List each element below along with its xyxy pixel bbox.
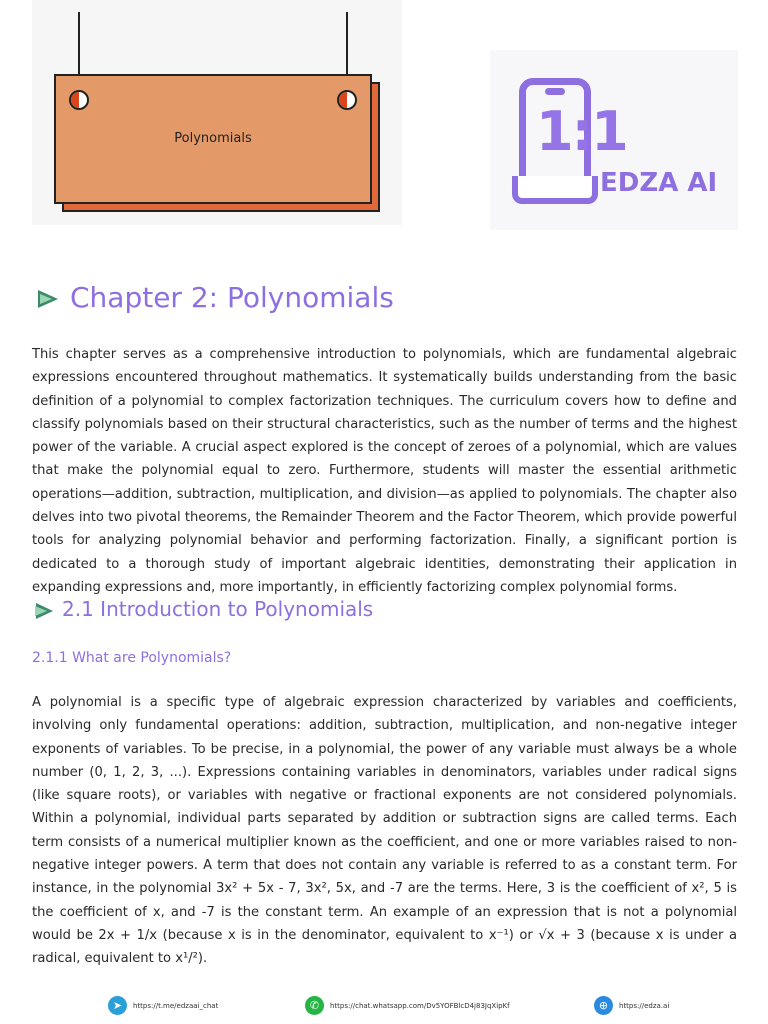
chapter-heading: Chapter 2: Polynomials (70, 281, 394, 314)
footer-whatsapp-link[interactable] (305, 996, 510, 1015)
pin-icon (69, 90, 89, 110)
telegram-icon: ➤ (108, 996, 127, 1015)
subsection-heading: 2.1.1 What are Polynomials? (32, 650, 232, 666)
banner-title: Polynomials (174, 130, 252, 146)
telegram-url[interactable]: https://t.me/edzaai_chat (133, 1001, 219, 1010)
logo-brand: EDZA AI (600, 168, 718, 198)
whatsapp-icon: ✆ (305, 996, 324, 1015)
arrow-bullet-icon (36, 603, 53, 619)
banner-board (54, 74, 372, 204)
web-url[interactable]: https://edza.ai (619, 1001, 670, 1010)
footer-telegram-link[interactable] (108, 996, 218, 1015)
globe-icon: ⊕ (594, 996, 613, 1015)
footer-web-link[interactable] (594, 996, 669, 1015)
chapter-intro-paragraph: This chapter serves as a comprehensive introduction to polynomials, which are fundamental algebraic expressions encountered throughout mathematics. It systematically builds understanding from the basic definition of a polynomial to complex factorization techniques. The curriculum covers how to define and classify polynomials based on their structural characteristics, such as the number of terms and the highest power of the variable. A crucial aspect explored is the concept of zeroes of a polynomial, which are values that make the polynomial equal to zero. Furthermore, students will master the essential arithmetic operations—addition, subtraction, multiplication, and division—as applied to polynomials. The chapter also delves into two pivotal theorems, the Remainder Theorem and the Factor Theorem, which provide powerful tools for analyzing polynomial behavior and performing factorization. Finally, a significant portion is dedicated to a thorough study of important algebraic identities, demonstrating their application in expanding expressions and, more importantly, in efficiently factorizing complex polynomial forms. (32, 347, 737, 595)
phone-notch (545, 88, 565, 95)
logo-ratio: 1:1 (536, 100, 627, 163)
section-heading: 2.1 Introduction to Polynomials (62, 597, 374, 621)
pin-icon (337, 90, 357, 110)
whatsapp-url[interactable]: https://chat.whatsapp.com/Dv5YOFBlcD4j83JqXipKf (330, 1001, 510, 1010)
arrow-bullet-icon (38, 290, 58, 308)
footer (0, 996, 768, 1016)
section-body-paragraph: A polynomial is a specific type of algebraic expression characterized by variables and coefficients, involving only fundamental operations: addition, subtraction, multiplication, and non-negative integer exponents of variables. To be precise, in a polynomial, the power of any variable must always be a whole number (0, 1, 2, 3, ...). Expressions containing variables in denominators, variables under radical signs (like square roots), or variables with negative or fractional exponents are not considered polynomials. Within a polynomial, individual parts separated by addition or subtraction signs are called terms. Each term consists of a numerical multiplier known as the coefficient, and one or more variables raised to non-negative integer powers. A term that does not contain any variable is referred to as a constant term. For instance, in the polynomial 3x² + 5x - 7, 3x², 5x, and -7 are the terms. Here, 3 is the coefficient of x², 5 is the coefficient of x, and -7 is the constant term. An example of an expression that is not a polynomial would be 2x + 1/x (because x is in the denominator, equivalent to x⁻¹) or √x + 3 (because x is under a radical, equivalent to x¹/²). (32, 695, 737, 967)
book-icon (512, 176, 598, 204)
